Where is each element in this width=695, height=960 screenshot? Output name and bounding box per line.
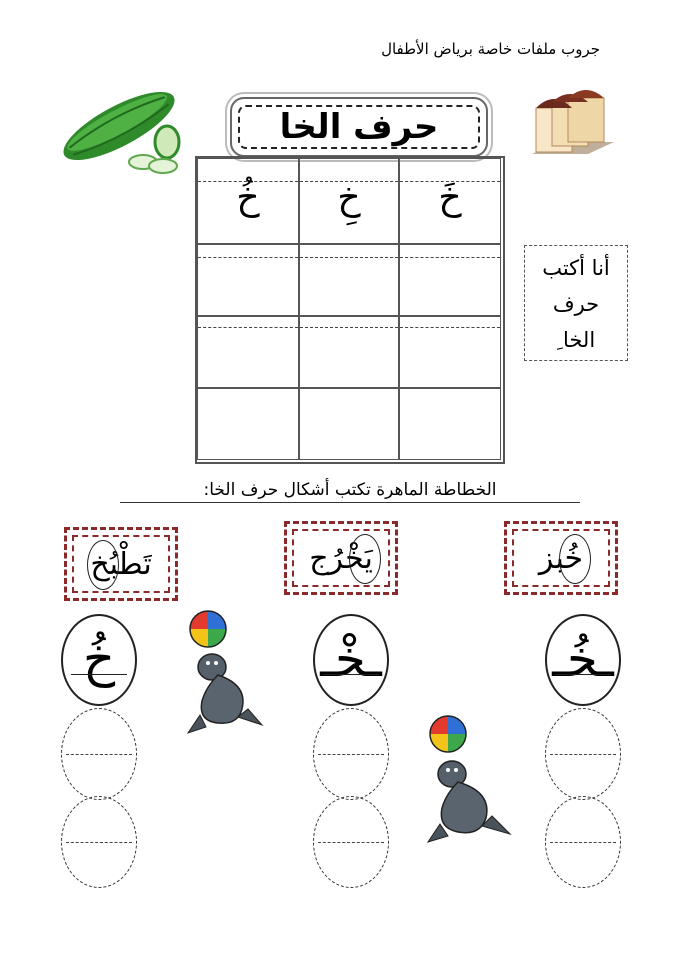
instruction-box	[524, 245, 628, 361]
word-frame	[64, 527, 178, 601]
letter-damma: خُ	[236, 177, 260, 218]
word-tatbukh: تَطْبُخ	[72, 535, 170, 593]
grid-cell[interactable]	[197, 316, 299, 388]
letter-fatha: خَ	[438, 177, 462, 218]
page-title: حرف الخا	[238, 105, 480, 149]
practice-oval[interactable]	[313, 708, 389, 800]
practice-oval[interactable]	[545, 796, 621, 888]
cucumber-image	[55, 82, 185, 178]
practice-oval[interactable]	[545, 708, 621, 800]
instruction-line: أنا أكتب	[542, 256, 610, 280]
grid-cell	[299, 158, 399, 244]
grid-cell[interactable]	[399, 244, 501, 316]
grid-cell[interactable]	[197, 244, 299, 316]
letter-oval	[545, 614, 621, 706]
letter-circle	[559, 534, 591, 584]
grid-cell[interactable]	[299, 244, 399, 316]
grid-cell[interactable]	[299, 388, 399, 460]
instruction-line: الخا ِ	[556, 328, 596, 352]
word-yakhruj: يَخْرُج	[292, 529, 390, 587]
seal-with-ball-image	[420, 710, 520, 855]
seal-with-ball-image	[178, 605, 270, 747]
letter-kasra: خِ	[337, 177, 361, 218]
instruction-line: حرف	[552, 292, 600, 316]
exercise-sentence: الخطاطة الماهرة تكتب أشكال حرف الخا:	[120, 480, 580, 503]
word-khubz: خُبز	[512, 529, 610, 587]
form-final: خُ	[82, 630, 116, 688]
practice-oval[interactable]	[61, 796, 137, 888]
bread-image	[528, 88, 620, 164]
grid-cell[interactable]	[399, 316, 501, 388]
writing-grid	[195, 156, 505, 464]
title-frame	[230, 97, 488, 157]
grid-cell[interactable]	[299, 316, 399, 388]
letter-circle	[87, 540, 119, 590]
practice-oval[interactable]	[313, 796, 389, 888]
form-initial-damma: ـخُـ	[552, 630, 614, 688]
letter-oval	[61, 614, 137, 706]
letter-oval	[313, 614, 389, 706]
letter-circle	[349, 534, 381, 584]
practice-oval[interactable]	[61, 708, 137, 800]
grid-cell	[197, 158, 299, 244]
grid-cell	[399, 158, 501, 244]
grid-cell[interactable]	[197, 388, 299, 460]
header-credit: جروب ملفات خاصة برياض الأطفال	[381, 40, 600, 58]
form-medial-sukun: ـخْـ	[320, 630, 382, 688]
grid-cell[interactable]	[399, 388, 501, 460]
word-frame	[504, 521, 618, 595]
word-frame	[284, 521, 398, 595]
